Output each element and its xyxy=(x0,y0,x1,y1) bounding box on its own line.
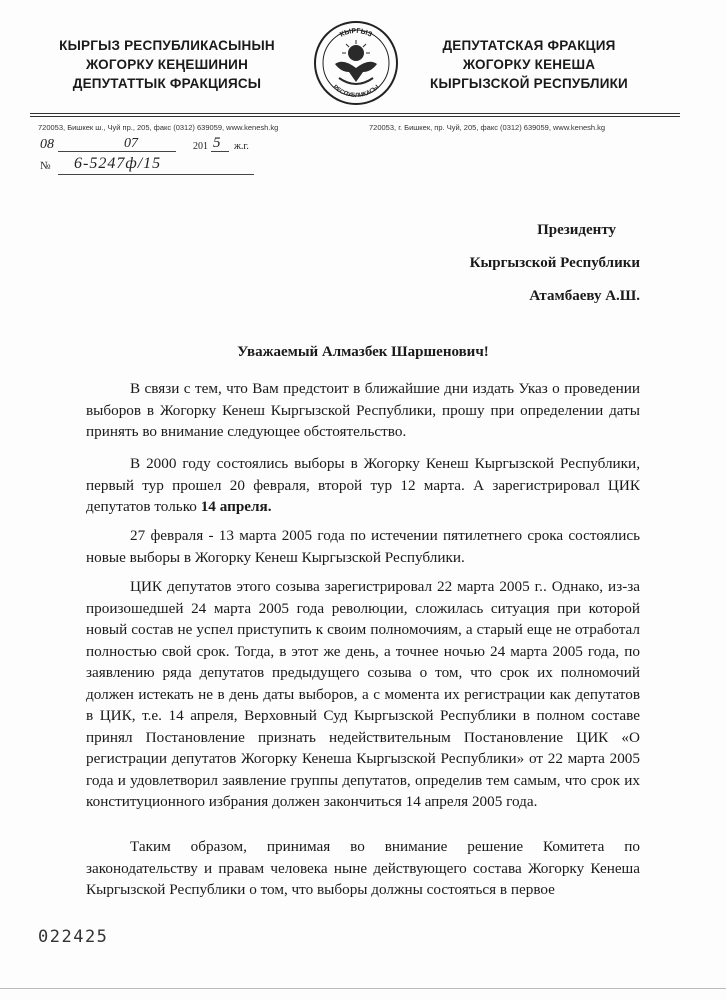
state-emblem-seal xyxy=(313,20,399,106)
addressee-line1: Президенту xyxy=(537,222,616,238)
address-right: 720053, г. Бишкек, пр. Чуй, 205, факс (0312) 639059, www.kenesh.kg xyxy=(369,123,606,132)
header-right-title xyxy=(420,36,638,93)
reg-year-line xyxy=(211,151,229,152)
paragraph-2 xyxy=(86,453,640,518)
reg-number: 6-5247ф/15 xyxy=(74,155,162,172)
paragraph-text: В 2000 году состоялись выборы в Жогорку Кенеш Кыргызской Республики, первый тур прошел 20 февраля, второй тур 12 марта. А зарегистрировал ЦИК депутатов только xyxy=(86,455,640,515)
header-right-line: КЫРГЫЗСКОЙ РЕСПУБЛИКИ xyxy=(430,76,628,91)
address-left: 720053, Бишкек ш., Чуй пр., 205, факс (0312) 639059, www.kenesh.kg xyxy=(38,123,279,132)
header-left-line: ДЕПУТАТТЫК ФРАКЦИЯСЫ xyxy=(72,76,262,91)
reg-year-prefix: 201 xyxy=(193,141,208,152)
paragraph-5 xyxy=(86,836,640,901)
paragraph-text: 27 февраля - 13 марта 2005 года по истечении пятилетнего срока состоялись новые выборы в Жогорку Кенеш Кыргызской Республики. xyxy=(86,527,640,566)
reg-date-line xyxy=(58,151,176,152)
paragraph-text: В связи с тем, что Вам предстоит в ближайшие дни издать Указ о проведении выборов в Жогорку Кенеш Кыргызской Республики, прошу при определении даты принять во внимание следующее обстоятельство. xyxy=(86,380,640,440)
reg-year-unit: ж.г. xyxy=(234,141,249,152)
reg-year-suffix: 5 xyxy=(213,135,221,151)
addressee-line3: Атамбаеву А.Ш. xyxy=(529,288,640,304)
paragraph-emphasis: 14 апреля. xyxy=(200,498,272,515)
paragraph-1 xyxy=(86,378,640,443)
addressee-line2: Кыргызской Республики xyxy=(469,255,640,271)
header-rule-bottom xyxy=(30,116,680,117)
header-right-line: ЖОГОРКУ КЕНЕША xyxy=(462,57,596,72)
seal-bottom-text: РЕСПУБЛИКАСЫ xyxy=(331,84,381,100)
header-rule-top xyxy=(30,113,680,114)
reg-month: 07 xyxy=(124,136,138,151)
reg-number-label: № xyxy=(40,160,51,172)
header-right-line: ДЕПУТАТСКАЯ ФРАКЦИЯ xyxy=(442,38,616,53)
paragraph-4 xyxy=(86,576,640,813)
header-left-line: КЫРГЫЗ РЕСПУБЛИКАСЫНЫН xyxy=(59,38,275,53)
document-serial-number: 022425 xyxy=(38,927,109,947)
reg-day: 08 xyxy=(40,137,54,152)
reg-number-line xyxy=(58,174,254,175)
greeting: Уважаемый Алмазбек Шаршенович! xyxy=(237,344,489,360)
seal-top-text: КЫРГЫЗ xyxy=(338,27,374,39)
paragraph-text: Таким образом, принимая во внимание решение Комитета по законодательству и правам человека ныне действующего состава Жогорку Кенеша Кыргызской Республики о том, что выборы должны состояться в первое xyxy=(86,838,640,898)
page-bottom-edge xyxy=(0,988,726,989)
header-left-title xyxy=(38,36,296,93)
sun-icon xyxy=(342,40,370,61)
paragraph-text: ЦИК депутатов этого созыва зарегистрировал 22 марта 2005 г.. Однако, из-за произошедшей 24 марта 2005 года революции, сложилась ситуация при которой новый состав не успел приступить к своим полномочиям, а старый еще не отработал полностью свой срок. Тогда, в этот же день, а точнее ночью 24 марта 2005 года, по заявлению ряда депутатов предыдущего созыва о том, что срок их полномочий должен истекать не в день даты выборов, а с момента их регистрации как депутатов в ЦИК, т.е. 14 апреля, Верховный Суд Кыргызской Республики в полном составе принял Постановление признать недействительным Постановление ЦИК «О регистрации депутатов Жогорку Кенеша Кыргызской Республики» от 22 марта 2005 года и удовлетворил заявление группы депутатов, определив тем самым, что срок их конституционного избрания должен закончиться 14 апреля 2005 года. xyxy=(86,578,640,810)
header-left-line: ЖОГОРКУ КЕҢЕШИНИН xyxy=(85,57,249,72)
falcon-icon xyxy=(335,62,377,84)
paragraph-3 xyxy=(86,525,640,568)
